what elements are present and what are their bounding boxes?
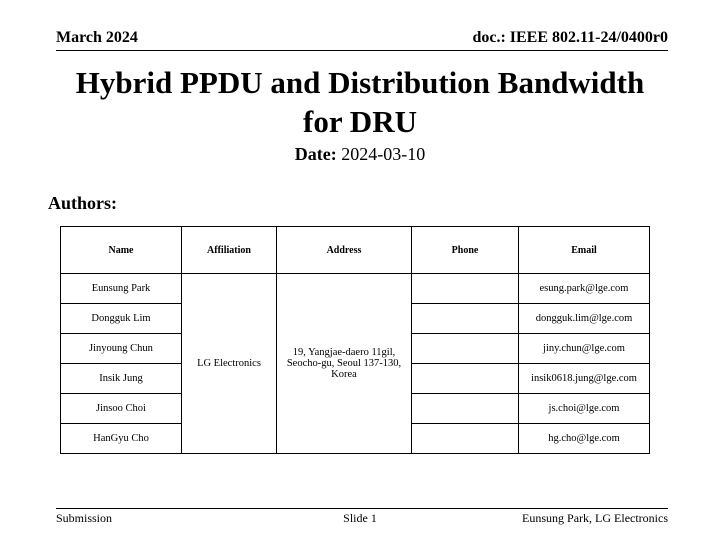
footer-slide-number: Slide 1	[343, 511, 377, 525]
authors-table	[60, 226, 650, 454]
title-line-2: for DRU	[303, 104, 417, 139]
header-affiliation: Affiliation	[182, 227, 277, 274]
author-affiliation: LG Electronics	[182, 274, 277, 454]
author-email: dongguk.lim@lge.com	[519, 304, 650, 334]
header-email: Email	[519, 227, 650, 274]
author-name: Dongguk Lim	[61, 304, 182, 334]
slide-title	[40, 63, 680, 141]
table-row	[61, 274, 650, 304]
header-address: Address	[277, 227, 412, 274]
author-phone	[412, 394, 519, 424]
header-rule	[56, 50, 668, 51]
author-email: insik0618.jung@lge.com	[519, 364, 650, 394]
author-phone	[412, 364, 519, 394]
author-email: esung.park@lge.com	[519, 274, 650, 304]
author-name: Jinsoo Choi	[61, 394, 182, 424]
author-name: Insik Jung	[61, 364, 182, 394]
authors-label: Authors:	[48, 193, 118, 213]
author-phone	[412, 334, 519, 364]
date-value: 2024-03-10	[341, 144, 426, 164]
header-name: Name	[61, 227, 182, 274]
author-phone	[412, 424, 519, 454]
header-date: March 2024	[56, 29, 138, 46]
title-line-1: Hybrid PPDU and Distribution Bandwidth	[75, 65, 645, 100]
author-name: Eunsung Park	[61, 274, 182, 304]
author-name: Jinyoung Chun	[61, 334, 182, 364]
table-header-row	[61, 227, 650, 274]
footer-rule	[56, 508, 668, 509]
author-email: jiny.chun@lge.com	[519, 334, 650, 364]
footer-submission: Submission	[56, 511, 113, 525]
author-name: HanGyu Cho	[61, 424, 182, 454]
author-phone	[412, 274, 519, 304]
header-phone: Phone	[412, 227, 519, 274]
author-address: 19, Yangjae-daero 11gil, Seocho-gu, Seoul 137-130, Korea	[277, 274, 412, 454]
author-email: js.choi@lge.com	[519, 394, 650, 424]
author-phone	[412, 304, 519, 334]
header-doc-id: doc.: IEEE 802.11-24/0400r0	[472, 29, 668, 46]
footer-author: Eunsung Park, LG Electronics	[522, 511, 668, 525]
author-email: hg.cho@lge.com	[519, 424, 650, 454]
date-label: Date:	[294, 144, 337, 164]
date-line	[0, 144, 720, 165]
